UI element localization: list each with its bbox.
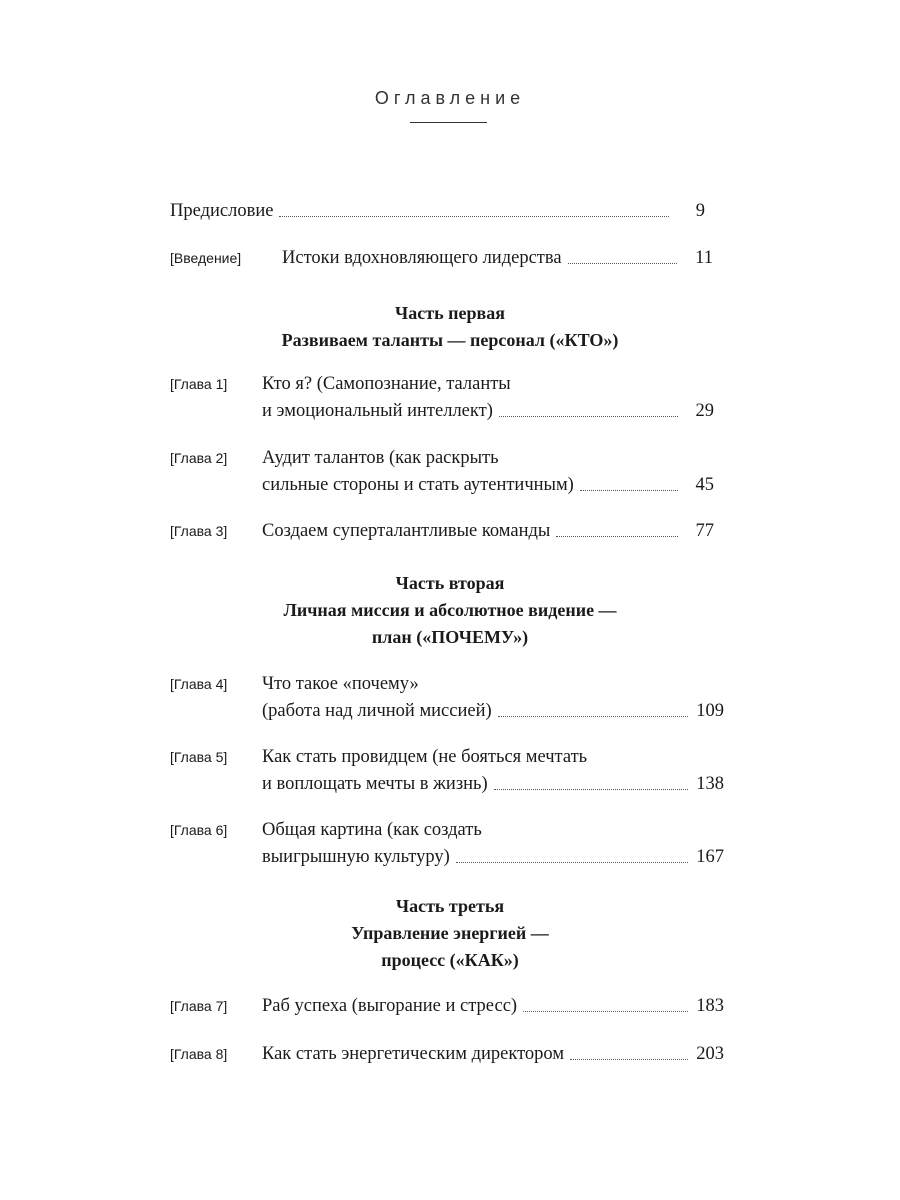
- chapter-label: [Глава 5]: [170, 749, 228, 765]
- part-name: Часть вторая: [395, 573, 505, 593]
- chapter-label: [Глава 4]: [170, 676, 228, 692]
- toc-entry-chapter-3[interactable]: [262, 520, 714, 542]
- chapter-label: [Глава 3]: [170, 523, 228, 539]
- dot-leader: [498, 716, 688, 717]
- chapter-label: [Глава 6]: [170, 822, 228, 838]
- part-heading-2: [0, 570, 900, 651]
- title-divider: [410, 122, 487, 123]
- dot-leader: [523, 1011, 688, 1012]
- chapter-label: [Глава 1]: [170, 376, 228, 392]
- dot-leader: [580, 490, 678, 491]
- part-subtitle: Личная миссия и абсолютное видение —: [283, 600, 617, 620]
- toc-entry-preface[interactable]: [170, 200, 705, 222]
- page-number: 109: [696, 701, 724, 721]
- entry-title-line: выигрышную культуру) 167: [262, 847, 724, 867]
- toc-entry-chapter-5[interactable]: [262, 746, 724, 795]
- chapter-label: [Глава 8]: [170, 1046, 228, 1062]
- page-number: 183: [696, 996, 724, 1016]
- chapter-label: [Глава 2]: [170, 450, 228, 466]
- dot-leader: [556, 536, 678, 537]
- chapter-label: [Глава 7]: [170, 998, 228, 1014]
- dot-leader: [494, 789, 688, 790]
- toc-entry-chapter-6[interactable]: [262, 819, 724, 868]
- page-number: 11: [695, 248, 713, 268]
- part-name: Часть третья: [395, 896, 505, 916]
- toc-entry-chapter-4[interactable]: [262, 673, 724, 722]
- toc-entry-intro[interactable]: [282, 247, 713, 269]
- toc-entry-chapter-8[interactable]: [262, 1043, 724, 1065]
- page-number: 29: [695, 401, 714, 421]
- page-number: 77: [695, 521, 714, 541]
- dot-leader: [568, 263, 677, 264]
- dot-leader: [499, 416, 678, 417]
- entry-title: Предисловие: [170, 201, 274, 221]
- page-number: 45: [695, 475, 714, 495]
- entry-title: Как стать энергетическим директором: [262, 1044, 565, 1064]
- dot-leader: [279, 216, 669, 217]
- part-subtitle: Развиваем таланты — персонал («КТО»): [281, 330, 619, 350]
- intro-label: [Введение]: [170, 250, 242, 266]
- page-number: 138: [696, 774, 724, 794]
- dot-leader: [456, 862, 688, 863]
- entry-title: Истоки вдохновляющего лидерства: [282, 248, 562, 268]
- entry-title-line: Что такое «почему»: [262, 674, 419, 694]
- page-number: 203: [696, 1044, 724, 1064]
- entry-title-line: сильные стороны и стать аутентичным) 45: [262, 475, 714, 495]
- part-heading-1: [0, 300, 900, 354]
- entry-title-line: и воплощать мечты в жизнь) 138: [262, 774, 724, 794]
- dot-leader: [570, 1059, 688, 1060]
- entry-title-line: Общая картина (как создать: [262, 820, 482, 840]
- entry-title-line: Как стать провидцем (не бояться мечтать: [262, 747, 588, 767]
- entry-title: Создаем суперталантливые команды: [262, 521, 551, 541]
- part-name: Часть первая: [395, 303, 505, 323]
- part-subtitle: Управление энергией —: [351, 923, 549, 943]
- part-heading-3: [0, 893, 900, 974]
- entry-title-line: и эмоциональный интеллект) 29: [262, 401, 714, 421]
- toc-entry-chapter-2[interactable]: [262, 447, 714, 496]
- part-subtitle: план («ПОЧЕМУ»): [371, 627, 529, 647]
- entry-title: Раб успеха (выгорание и стресс): [262, 996, 518, 1016]
- toc-entry-chapter-7[interactable]: [262, 995, 724, 1017]
- toc-entry-chapter-1[interactable]: [262, 373, 714, 422]
- entry-title-line: Аудит талантов (как раскрыть: [262, 448, 499, 468]
- entry-title-line: (работа над личной миссией) 109: [262, 701, 724, 721]
- page-number: 167: [696, 847, 724, 867]
- page-number: 9: [695, 201, 705, 221]
- part-subtitle: процесс («КАК»): [381, 950, 519, 970]
- page-title: Оглавление: [374, 88, 526, 108]
- entry-title-line: Кто я? (Самопознание, таланты: [262, 374, 511, 394]
